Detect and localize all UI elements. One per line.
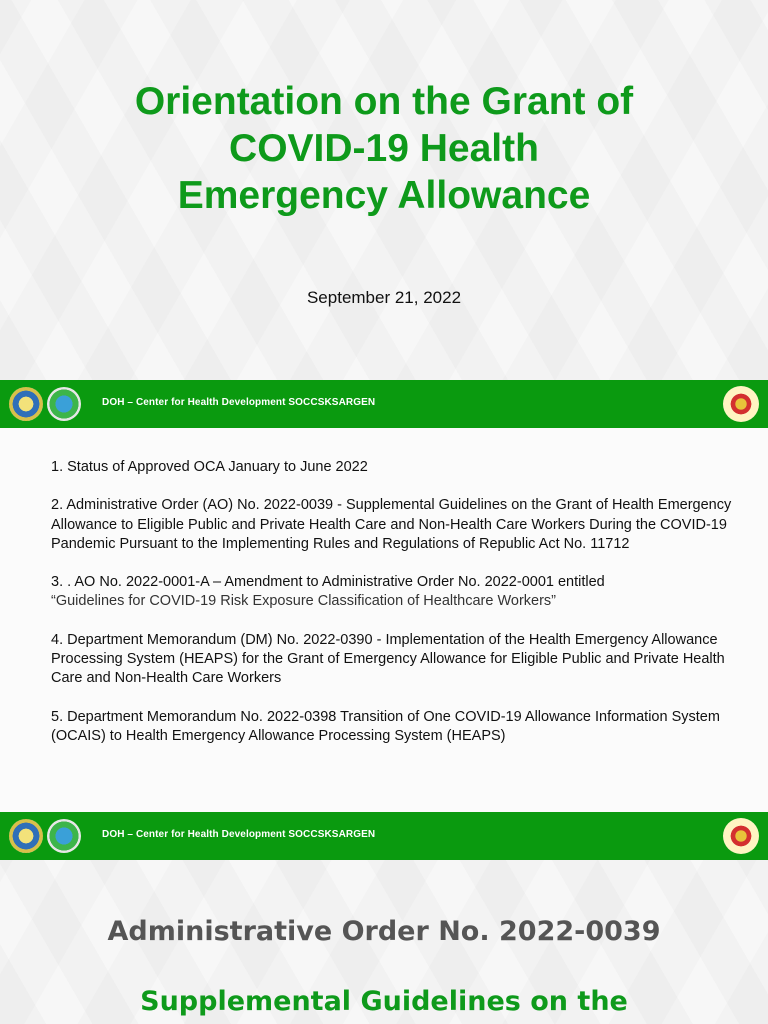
agenda-item-4: 4. Department Memorandum (DM) No. 2022-0390 - Implementation of the Health Emergency Allowance Processing System (HEAPS) for the Grant of Emergency Allowance for Eligible Public and Private Health Care and Non-Health Care Workers <box>51 631 725 687</box>
healthy-pilipinas-logo-icon <box>723 386 759 422</box>
title-slide <box>0 0 768 380</box>
title-line-3: Emergency Allowance <box>177 174 591 217</box>
presentation-title <box>0 78 768 219</box>
agenda-item-3-text: 3. . AO No. 2022-0001-A – Amendment to Administrative Order No. 2022-0001 entitled <box>51 574 605 591</box>
doh-banner <box>0 812 768 860</box>
presentation-date: September 21, 2022 <box>306 288 462 307</box>
agenda-item-3-quote: “Guidelines for COVID-19 Risk Exposure Classification of Healthcare Workers” <box>51 593 556 610</box>
ao-subtitle <box>0 984 768 1020</box>
agenda-item-1: 1. Status of Approved OCA January to June 2022 <box>51 459 368 475</box>
agenda-item-5: 5. Department Memorandum No. 2022-0398 Transition of One COVID-19 Allowance Information System (OCAIS) to Health Emergency Allowance Processing System (HEAPS) <box>51 708 720 744</box>
doh-seal-icon <box>9 819 43 853</box>
banner-label: DOH – Center for Health Development SOCCSKSARGEN <box>102 829 376 840</box>
ao-subtitle-line-1: Supplemental Guidelines on the <box>140 986 628 1017</box>
agenda-slide <box>0 428 768 814</box>
chd-seal-icon <box>47 819 81 853</box>
doh-seal-icon <box>9 387 43 421</box>
banner-label: DOH – Center for Health Development SOCCSKSARGEN <box>102 397 376 408</box>
chd-seal-icon <box>47 387 81 421</box>
doh-banner <box>0 380 768 428</box>
ao-title: Administrative Order No. 2022-0039 <box>107 916 661 947</box>
agenda-list <box>51 458 741 765</box>
title-line-1: Orientation on the Grant of <box>134 80 634 123</box>
agenda-item-2: 2. Administrative Order (AO) No. 2022-0039 - Supplemental Guidelines on the Grant of Health Emergency Allowance to Eligible Public and Private Health Care and Non-Health Care Workers During the COVID-19 Pandemic Pursuant to the Implementing Rules and Regulations of Republic Act No. 11712 <box>51 497 732 552</box>
agenda-item-3 <box>51 573 741 612</box>
healthy-pilipinas-logo-icon <box>723 818 759 854</box>
ao-slide <box>0 860 768 1024</box>
title-line-2: COVID-19 Health <box>229 127 539 170</box>
